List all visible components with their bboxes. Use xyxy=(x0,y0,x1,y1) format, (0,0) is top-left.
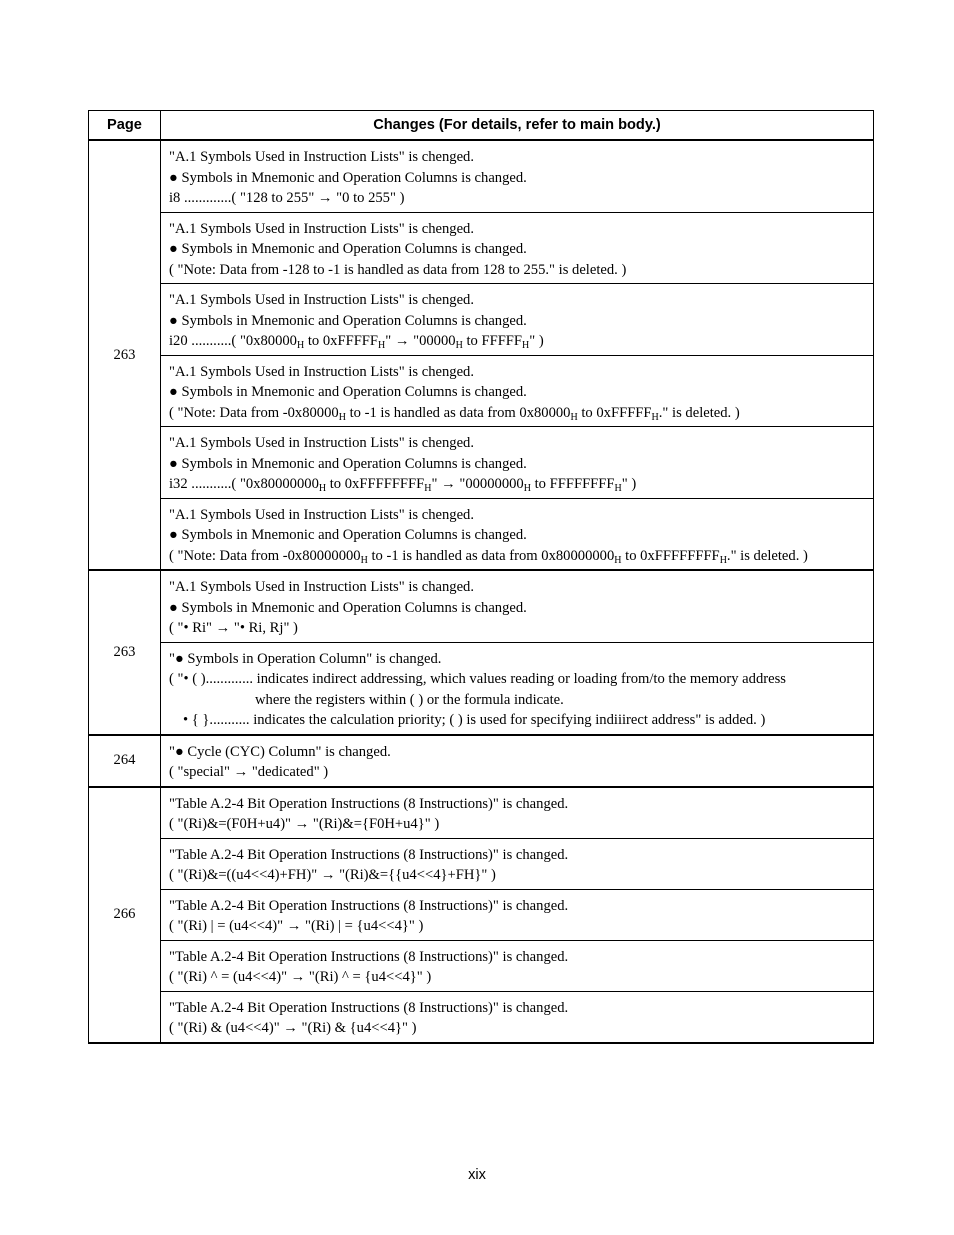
changes-table xyxy=(88,110,874,1044)
subscript-hex-suffix: H xyxy=(719,554,727,566)
change-line xyxy=(169,618,867,639)
change-line xyxy=(169,1018,867,1039)
change-line xyxy=(169,331,867,352)
page-number: xix xyxy=(468,1167,486,1183)
change-text: "A.1 Symbols Used in Instruction Lists" is chenged. xyxy=(169,435,474,451)
table-header-row xyxy=(89,111,874,141)
change-text: ( "(Ri) | = (u4<<4)" → "(Ri) | = {u4<<4}" ) xyxy=(169,918,424,934)
subscript-hex-suffix: H xyxy=(338,411,346,423)
change-text: to -1 is handled as data from 0x80000 xyxy=(345,404,571,421)
change-cell xyxy=(161,642,874,735)
subscript-hex-suffix: H xyxy=(614,554,622,566)
change-text: " ) xyxy=(529,333,544,349)
change-text: ● Symbols in Mnemonic and Operation Columns is changed. xyxy=(169,312,527,329)
subscript-hex-suffix: H xyxy=(296,340,305,351)
change-line xyxy=(169,168,867,189)
table-row xyxy=(89,498,874,570)
change-text: ● Symbols in Mnemonic and Operation Columns is changed. xyxy=(169,241,527,257)
change-text: ( "Note: Data from -0x80000 xyxy=(169,404,339,421)
change-line xyxy=(169,967,867,988)
change-line xyxy=(169,454,867,475)
change-text: ● Symbols in Mnemonic and Operation Columns is changed. xyxy=(169,599,527,616)
subscript-hex-suffix: H xyxy=(522,340,530,351)
change-text: ( "• ( )............. indicates indirect addressing, which values reading or loading from/to the memory address xyxy=(169,671,786,687)
change-text: to 0xFFFFFFFF xyxy=(621,547,720,564)
change-cell xyxy=(161,355,874,427)
change-text: "A.1 Symbols Used in Instruction Lists" is chenged. xyxy=(169,506,474,523)
change-text: ." is deleted. ) xyxy=(658,404,740,421)
change-line xyxy=(169,947,867,968)
change-line xyxy=(169,762,867,783)
change-text: "A.1 Symbols Used in Instruction Lists" is chenged. xyxy=(169,292,474,308)
change-text: ( "Note: Data from -128 to -1 is handled as data from 128 to 255." is deleted. ) xyxy=(169,261,627,278)
change-line xyxy=(169,794,867,815)
change-line xyxy=(169,403,867,424)
change-line xyxy=(169,669,867,690)
table-row xyxy=(89,735,874,787)
page-cell: 263 xyxy=(89,570,161,735)
table-row xyxy=(89,427,874,499)
change-line xyxy=(169,505,867,526)
change-line xyxy=(169,239,867,260)
change-cell xyxy=(161,570,874,642)
column-header-changes: Changes (For details, refer to main body.) xyxy=(161,111,874,141)
table-row xyxy=(89,355,874,427)
change-text: "Table A.2-4 Bit Operation Instructions (8 Instructions)" is changed. xyxy=(169,846,569,863)
change-text: to FFFFFFFF xyxy=(530,476,615,492)
change-text: to 0xFFFFF xyxy=(577,404,652,421)
change-text: to FFFFF xyxy=(462,333,523,349)
table-row xyxy=(89,284,874,356)
change-line xyxy=(169,219,867,240)
change-text: " → "00000 xyxy=(385,333,456,349)
change-text: "Table A.2-4 Bit Operation Instructions (8 Instructions)" is changed. xyxy=(169,999,569,1016)
change-text: ( "(Ri) ^ = (u4<<4)" → "(Ri) ^ = {u4<<4}" ) xyxy=(169,969,432,985)
subscript-hex-suffix: H xyxy=(570,411,578,423)
table-body xyxy=(89,140,874,1043)
table-row xyxy=(89,787,874,839)
change-cell xyxy=(161,991,874,1043)
change-text: ● Symbols in Mnemonic and Operation Columns is changed. xyxy=(169,384,527,400)
change-text: "A.1 Symbols Used in Instruction Lists" is chenged. xyxy=(169,220,474,237)
change-line xyxy=(169,896,867,917)
change-text: to 0xFFFFF xyxy=(304,333,379,349)
change-line xyxy=(169,433,867,454)
change-cell xyxy=(161,838,874,889)
change-line xyxy=(169,382,867,403)
change-text: i8 .............( "128 to 255" → "0 to 255" ) xyxy=(169,190,405,206)
change-cell xyxy=(161,284,874,356)
table-row xyxy=(89,940,874,991)
subscript-hex-suffix: H xyxy=(378,340,386,351)
change-line xyxy=(169,598,867,619)
change-line xyxy=(169,710,867,731)
change-text: "● Symbols in Operation Column" is changed. xyxy=(169,650,442,667)
change-text: "A.1 Symbols Used in Instruction Lists" is chenged. xyxy=(169,149,474,165)
change-line xyxy=(169,474,867,495)
change-line xyxy=(169,147,867,168)
change-line xyxy=(169,998,867,1019)
change-line xyxy=(169,865,867,886)
change-line xyxy=(169,577,867,598)
change-cell xyxy=(161,735,874,787)
change-text: "● Cycle (CYC) Column" is changed. xyxy=(169,743,391,760)
table-row xyxy=(89,991,874,1043)
change-text: "Table A.2-4 Bit Operation Instructions (8 Instructions)" is changed. xyxy=(169,897,569,914)
change-text: • { }........... indicates the calculation priority; ( ) is used for specifying indiiirect address" is added. ) xyxy=(183,712,766,728)
change-line xyxy=(169,814,867,835)
change-line xyxy=(169,188,867,209)
change-cell xyxy=(161,427,874,499)
subscript-hex-suffix: H xyxy=(318,483,327,494)
change-line xyxy=(169,362,867,383)
subscript-hex-suffix: H xyxy=(523,483,531,494)
change-text: to 0xFFFFFFFF xyxy=(326,476,425,492)
table-row xyxy=(89,838,874,889)
change-line xyxy=(169,845,867,866)
change-text: ● Symbols in Mnemonic and Operation Columns is changed. xyxy=(169,527,527,543)
change-text: "Table A.2-4 Bit Operation Instructions (8 Instructions)" is changed. xyxy=(169,795,569,812)
change-line xyxy=(169,916,867,937)
change-line xyxy=(169,546,867,567)
table-row xyxy=(89,140,874,212)
change-line xyxy=(169,260,867,281)
page-cell: 266 xyxy=(89,787,161,1043)
subscript-hex-suffix: H xyxy=(614,483,622,494)
page-cell: 264 xyxy=(89,735,161,787)
subscript-hex-suffix: H xyxy=(424,483,432,494)
change-text: ( "• Ri" → "• Ri, Rj" ) xyxy=(169,620,298,636)
change-text: ● Symbols in Mnemonic and Operation Columns is changed. xyxy=(169,169,527,186)
change-text: "Table A.2-4 Bit Operation Instructions (8 Instructions)" is changed. xyxy=(169,948,569,965)
change-text: i32 ...........( "0x80000000 xyxy=(169,476,319,492)
table-row xyxy=(89,570,874,642)
page-cell: 263 xyxy=(89,140,161,570)
change-text: " ) xyxy=(621,476,637,492)
column-header-page: Page xyxy=(89,111,161,141)
table-row xyxy=(89,642,874,735)
change-text: ( "Note: Data from -0x80000000 xyxy=(169,547,361,564)
change-text: "A.1 Symbols Used in Instruction Lists" is changed. xyxy=(169,579,474,595)
change-cell xyxy=(161,889,874,940)
subscript-hex-suffix: H xyxy=(651,411,659,423)
change-text: ." is deleted. ) xyxy=(726,547,808,564)
change-text: ( "special" → "dedicated" ) xyxy=(169,764,329,780)
change-line xyxy=(169,649,867,670)
change-text: ( "(Ri) & (u4<<4)" → "(Ri) & {u4<<4}" ) xyxy=(169,1020,417,1036)
change-text: ( "(Ri)&=((u4<<4)+FH)" → "(Ri)&={{u4<<4}+FH}" ) xyxy=(169,867,496,883)
change-line xyxy=(169,742,867,763)
change-line xyxy=(169,290,867,311)
change-text: to -1 is handled as data from 0x80000000 xyxy=(367,547,615,564)
change-line xyxy=(169,690,867,711)
change-text: "A.1 Symbols Used in Instruction Lists" is chenged. xyxy=(169,363,474,380)
change-text: where the registers within ( ) or the formula indicate. xyxy=(255,691,564,708)
change-text: ● Symbols in Mnemonic and Operation Columns is changed. xyxy=(169,455,527,472)
table-row xyxy=(89,889,874,940)
change-cell xyxy=(161,140,874,212)
change-cell xyxy=(161,940,874,991)
table-row xyxy=(89,212,874,284)
change-cell xyxy=(161,212,874,284)
change-text: ( "(Ri)&=(F0H+u4)" → "(Ri)&={F0H+u4}" ) xyxy=(169,816,440,832)
change-text: " → "00000000 xyxy=(431,476,524,492)
change-line xyxy=(169,525,867,546)
change-text: i20 ...........( "0x80000 xyxy=(169,333,297,349)
change-cell xyxy=(161,498,874,570)
change-line xyxy=(169,311,867,332)
subscript-hex-suffix: H xyxy=(360,554,368,566)
subscript-hex-suffix: H xyxy=(455,340,463,351)
change-cell xyxy=(161,787,874,839)
